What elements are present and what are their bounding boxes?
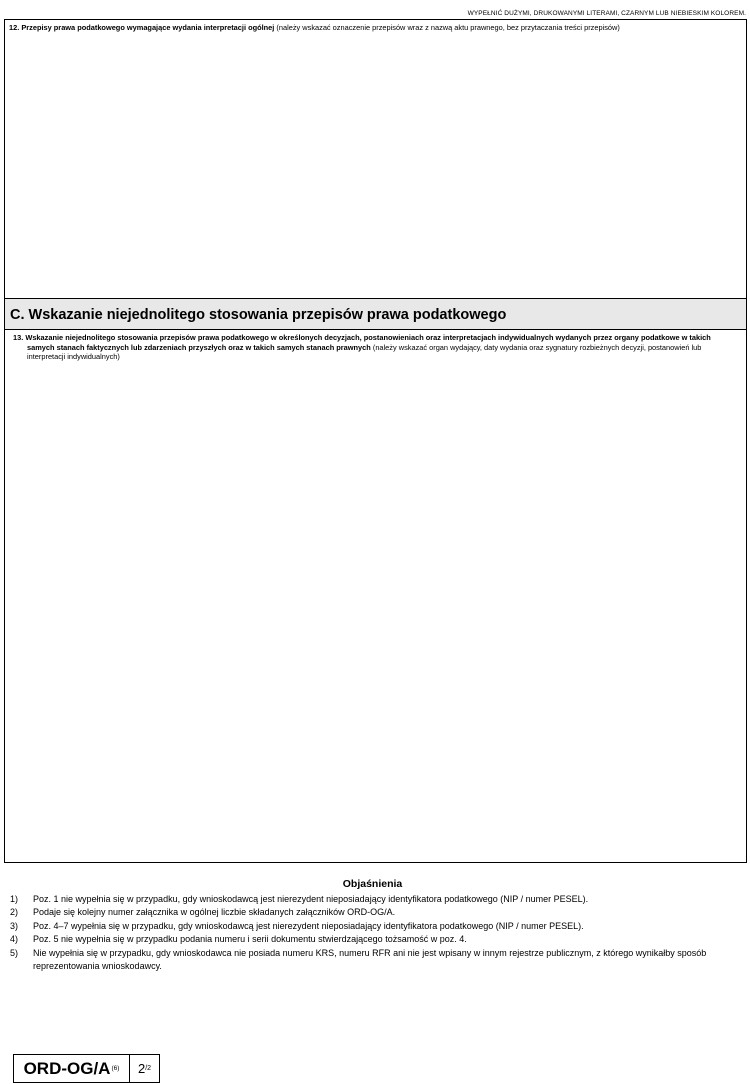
page-number: 2 <box>137 1061 146 1076</box>
fill-instruction: WYPEŁNIĆ DUŻYMI, DRUKOWANYMI LITERAMI, CZARNYM LUB NIEBIESKIM KOLOREM. <box>467 10 746 17</box>
field-13-title: Wskazanie niejednolitego stosowania przepisów prawa podatkowego w określonych decyzjach, postanowieniach oraz interpretacjach indywidualnych wydanych przez organy podatkowe w takich samych stanach faktycznych lub zdarzeniach przyszłych oraz w takich samych stanach prawnych <box>25 333 711 352</box>
field-12-tax-law-provisions[interactable] <box>5 20 746 299</box>
field-13-number: 13. <box>13 333 24 342</box>
explanation-text: Poz. 1 nie wypełnia się w przypadku, gdy wnioskodawcą jest nierezydent nieposiadający identyfikatora podatkowego (NIP / numer PESEL). <box>33 893 589 904</box>
page-indicator <box>130 1055 159 1082</box>
field-12-label <box>9 23 740 33</box>
form-code <box>14 1055 130 1082</box>
field-12-hint: (należy wskazać oznaczenie przepisów wraz z nazwą aktu prawnego, bez przytaczania treści przepisów) <box>276 23 620 32</box>
explanation-number: 4) <box>10 934 19 944</box>
field-12-number: 12. <box>9 23 20 32</box>
section-c-title: C. Wskazanie niejednolitego stosowania przepisów prawa podatkowego <box>10 307 507 323</box>
page-total: /2 <box>145 1065 152 1072</box>
explanations-section <box>10 878 735 974</box>
form-footer <box>13 1054 160 1083</box>
form-version: (6) <box>111 1065 120 1072</box>
explanation-item <box>10 933 735 947</box>
explanation-number: 1) <box>10 893 19 904</box>
explanation-item <box>10 893 735 907</box>
explanation-item <box>10 947 735 974</box>
explanation-text: Podaje się kolejny numer załącznika w ogólnej liczbie składanych załączników ORD-OG/A. <box>33 907 396 917</box>
explanations-heading: Objaśnienia <box>342 878 403 890</box>
field-13-label <box>13 333 726 362</box>
explanation-text: Nie wypełnia się w przypadku, gdy wnioskodawca nie posiada numeru KRS, numeru RFR ani nie jest wpisany w innym rejestrze publicznym, z którego wynikałby sposób reprezentowania wnioskodawcy. <box>33 947 707 971</box>
form-code-label: ORD-OG/A <box>23 1058 111 1078</box>
explanation-item <box>10 906 735 920</box>
explanation-number: 2) <box>10 907 19 917</box>
explanation-item <box>10 920 735 934</box>
explanation-number: 3) <box>10 920 19 931</box>
field-13-hint: (należy wskazać organ wydający, daty wydania oraz sygnatury rozbieżnych decyzji, postanowień lub interpretacji indywidualnych) <box>27 342 702 361</box>
explanation-number: 5) <box>10 947 19 958</box>
section-c-header <box>5 299 746 330</box>
field-13-inconsistent-application[interactable] <box>5 330 746 862</box>
explanation-text: Poz. 5 nie wypełnia się w przypadku podania numeru i serii dokumentu stwierdzającego tożsamość w poz. 4. <box>33 934 467 944</box>
form-frame <box>4 19 747 863</box>
explanation-text: Poz. 4–7 wypełnia się w przypadku, gdy wnioskodawcą jest nierezydent nieposiadający identyfikatora podatkowego (NIP / numer PESEL). <box>33 920 584 931</box>
field-12-title: Przepisy prawa podatkowego wymagające wydania interpretacji ogólnej <box>21 23 275 32</box>
